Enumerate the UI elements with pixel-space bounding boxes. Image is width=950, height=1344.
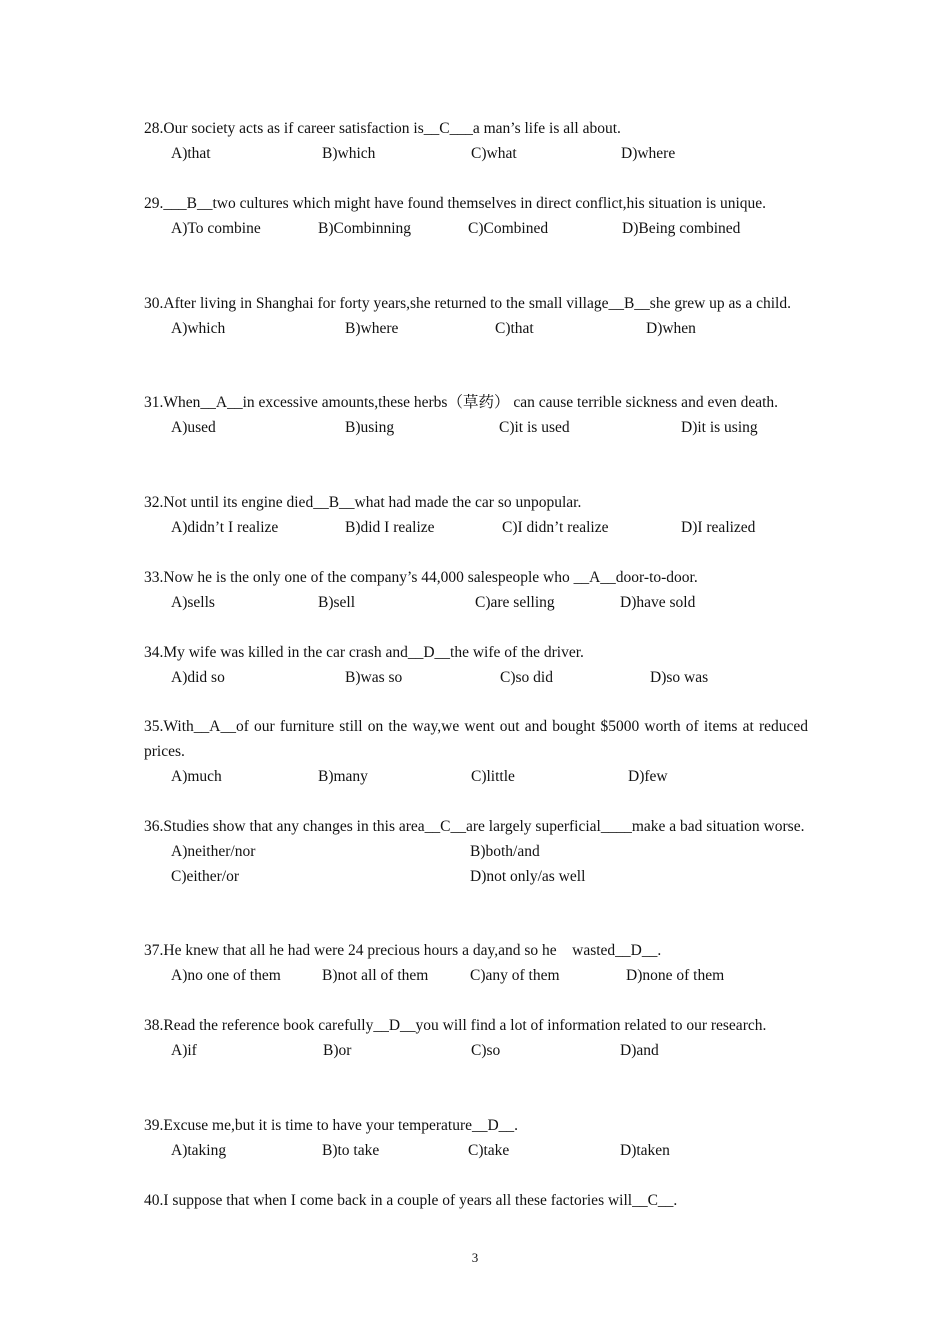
option-d: D)when [646,320,696,337]
option-d: D)it is using [681,419,758,436]
option-a: A)did so [171,669,225,686]
question-33 [144,565,808,615]
options-row [144,665,808,690]
question-36 [144,814,808,889]
options-row [144,316,808,341]
option-c: C)so [471,1042,501,1059]
option-d: D)have sold [620,594,696,611]
option-a: A)no one of them [171,967,281,984]
option-a: A)used [171,419,216,436]
option-d: D)Being combined [622,220,741,237]
question-32 [144,490,808,540]
option-c: C)either/or [171,868,240,885]
option-d: D)so was [650,669,709,686]
option-a: A)neither/nor [171,843,256,860]
question-stem: 31.When__A__in excessive amounts,these herbs（草药） can cause terrible sickness and even death. [144,394,779,411]
options-row [144,963,808,988]
option-c: C)Combined [468,220,549,237]
option-a: A)sells [171,594,215,611]
options-row [144,415,808,440]
option-b: B)did I realize [345,519,435,536]
option-b: B)sell [318,594,356,611]
question-37 [144,938,808,988]
option-a: A)if [171,1042,197,1059]
option-d: D)none of them [626,967,725,984]
option-d: D)not only/as well [470,868,586,885]
option-a: A)much [171,768,222,785]
options-row [144,141,808,166]
options-row [144,764,808,789]
option-b: B)using [345,419,395,436]
option-a: A)which [171,320,226,337]
question-38 [144,1013,808,1063]
option-a: A)that [171,145,211,162]
question-28 [144,116,808,166]
option-b: B)or [323,1042,352,1059]
option-b: B)many [318,768,368,785]
question-stem: 40.I suppose that when I come back in a couple of years all these factories will__C__. [144,1192,678,1209]
option-c: C)so did [500,669,553,686]
option-b: B)to take [322,1142,380,1159]
option-b: B)not all of them [322,967,429,984]
question-stem: 35.With__A__of our furniture still on the way,we went out and bought $5000 worth of items at reduced prices. [144,718,808,760]
question-35 [144,714,808,789]
option-d: D)where [621,145,676,162]
question-stem: 39.Excuse me,but it is time to have your temperature__D__. [144,1117,519,1134]
option-b: B)where [345,320,399,337]
options-row [144,216,808,241]
option-d: D)few [628,768,668,785]
option-d: D)and [620,1042,659,1059]
question-stem: 33.Now he is the only one of the company’s 44,000 salespeople who __A__door-to-door. [144,569,698,586]
page-number: 3 [471,1250,479,1265]
option-c: C)it is used [499,419,570,436]
options-row [144,1138,808,1163]
question-stem: 30.After living in Shanghai for forty years,she returned to the small village__B__she grew up as a child. [144,295,791,312]
option-a: A)didn’t I realize [171,519,279,536]
option-a: A)taking [171,1142,227,1159]
question-stem: 32.Not until its engine died__B__what had made the car so unpopular. [144,494,582,511]
question-stem: 34.My wife was killed in the car crash and__D__the wife of the driver. [144,644,584,661]
options-row [144,515,808,540]
option-c: C)take [468,1142,510,1159]
option-c: C)little [471,768,515,785]
option-c: C)what [471,145,517,162]
question-stem: 29.___B__two cultures which might have found themselves in direct conflict,his situation is unique. [144,195,767,212]
options-row [144,590,808,615]
question-29 [144,191,808,241]
option-c: C)that [495,320,534,337]
question-39 [144,1113,808,1163]
option-d: D)I realized [681,519,756,536]
option-b: B)was so [345,669,403,686]
options-row [144,864,808,889]
options-row [144,1038,808,1063]
option-b: B)both/and [470,843,540,860]
option-d: D)taken [620,1142,670,1159]
option-c: C)I didn’t realize [502,519,609,536]
option-b: B)Combinning [318,220,412,237]
question-34 [144,640,808,690]
question-stem: 28.Our society acts as if career satisfaction is__C___a man’s life is all about. [144,120,621,137]
options-row [144,839,808,864]
option-c: C)any of them [470,967,560,984]
option-b: B)which [322,145,376,162]
option-c: C)are selling [475,594,555,611]
option-a: A)To combine [171,220,261,237]
question-31 [144,390,808,440]
question-stem: 38.Read the reference book carefully__D__you will find a lot of information related to our research. [144,1017,767,1034]
question-stem: 36.Studies show that any changes in this area__C__are largely superficial____make a bad situation worse. [144,818,805,835]
question-30 [144,291,808,341]
question-stem: 37.He knew that all he had were 24 precious hours a day,and so he wasted__D__. [144,942,662,959]
question-40 [144,1188,808,1213]
